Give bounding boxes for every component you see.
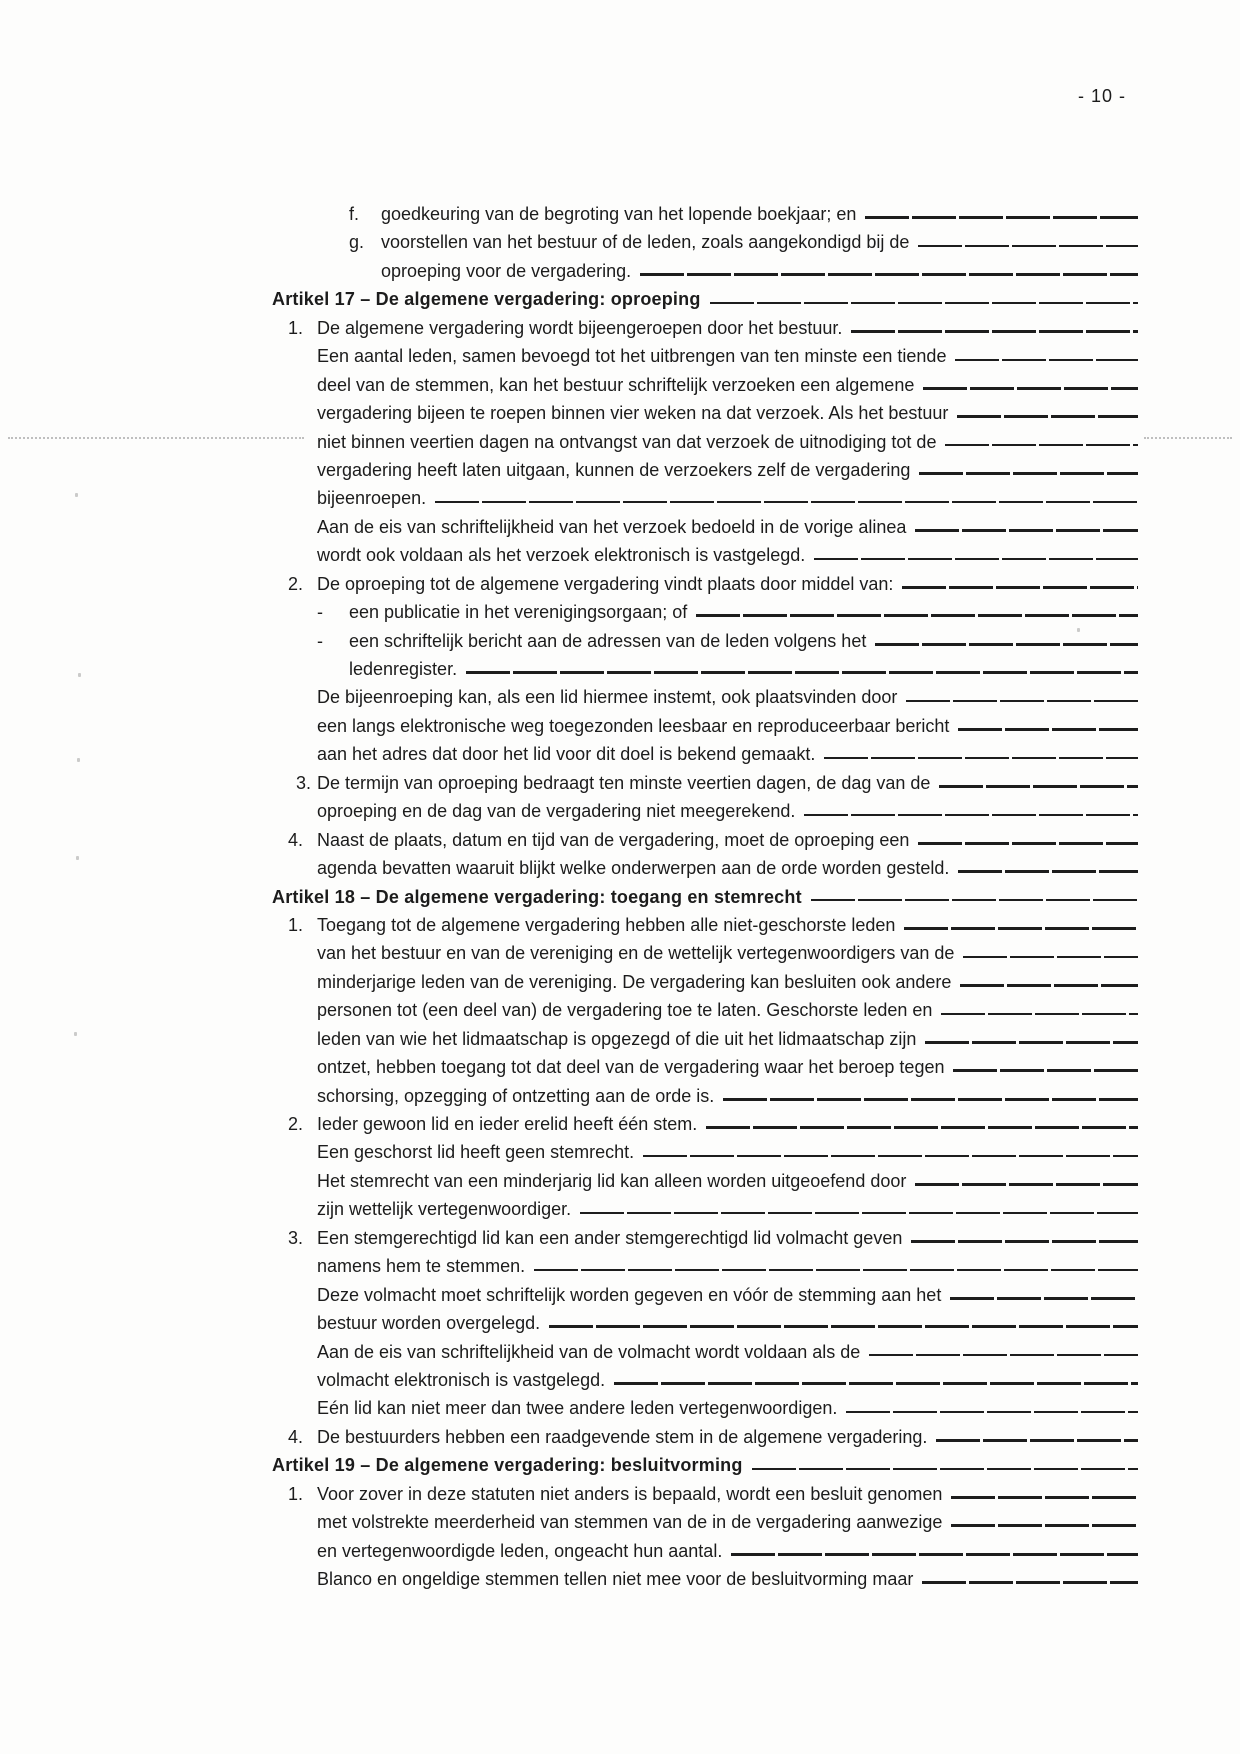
- line-text: De algemene vergadering wordt bijeengeroepen door het bestuur.: [317, 317, 843, 338]
- line-text: van het bestuur en van de vereniging en de wettelijk vertegenwoordigers van de: [317, 943, 955, 964]
- line-text: Een aantal leden, samen bevoegd tot het uitbrengen van ten minste een tiende: [317, 346, 947, 367]
- line-text: De termijn van oproeping bedraagt ten minste veertien dagen, de dag van de: [317, 772, 931, 793]
- line-text: oproeping en de dag van de vergadering niet meegerekend.: [317, 801, 796, 822]
- dash-filler: [865, 216, 1138, 219]
- dash-filler: [955, 359, 1138, 362]
- dash-filler: [580, 1212, 1138, 1215]
- line-text: personen tot (een deel van) de vergadering toe te laten. Geschorste leden en: [317, 1000, 933, 1021]
- document-line: [272, 1537, 1138, 1565]
- line-text: De bestuurders hebben een raadgevende stem in de algemene vergadering.: [317, 1426, 928, 1447]
- line-text: Artikel 18 – De algemene vergadering: toegang en stemrecht: [272, 886, 802, 907]
- document-line: [272, 541, 1138, 569]
- line-text: Ieder gewoon lid en ieder erelid heeft één stem.: [317, 1114, 698, 1134]
- dash-filler: [811, 899, 1138, 902]
- document-line: [272, 1394, 1138, 1422]
- dash-filler: [846, 1411, 1138, 1414]
- document-line: [272, 655, 1138, 683]
- dash-filler: [939, 785, 1138, 788]
- line-text: Een stemgerechtigd lid kan een ander stemgerechtigd lid volmacht geven: [317, 1227, 903, 1248]
- item-number: 2.: [288, 573, 304, 594]
- dash-filler: [945, 444, 1138, 447]
- line-text: aan het adres dat door het lid voor dit doel is bekend gemaakt.: [317, 744, 816, 765]
- document-line: [272, 1338, 1138, 1366]
- line-text: De oproeping tot de algemene vergadering vindt plaats door middel van:: [317, 573, 894, 594]
- document-line: [272, 968, 1138, 996]
- document-line: [272, 1508, 1138, 1536]
- item-number: 4.: [288, 829, 304, 850]
- dash-filler: [875, 643, 1138, 646]
- item-number: 1.: [288, 1483, 304, 1504]
- dash-filler: [804, 814, 1138, 817]
- line-text: De bijeenroeping kan, als een lid hiermee instemt, ook plaatsvinden door: [317, 687, 898, 708]
- line-text: Een geschorst lid heeft geen stemrecht.: [317, 1142, 635, 1163]
- scan-speck: [1077, 628, 1080, 632]
- document-line: [272, 683, 1138, 711]
- document-line: [272, 513, 1138, 541]
- line-text: Aan de eis van schriftelijkheid van het verzoek bedoeld in de vorige alinea: [317, 516, 907, 537]
- line-text: minderjarige leden van de vereniging. De vergadering kan besluiten ook andere: [317, 971, 952, 992]
- article-heading-line: [272, 1451, 1138, 1479]
- line-text: voorstellen van het bestuur of de leden, zoals aangekondigd bij de: [381, 232, 910, 253]
- document-line: [272, 740, 1138, 768]
- dash-filler: [958, 870, 1138, 873]
- dash-filler: [824, 757, 1138, 760]
- dash-filler: [466, 671, 1138, 674]
- document-line: [272, 484, 1138, 512]
- line-text: agenda bevatten waaruit blijkt welke onderwerpen aan de orde worden gesteld.: [317, 858, 950, 879]
- dash-filler: [869, 1354, 1138, 1357]
- dash-filler: [951, 1496, 1138, 1499]
- dash-filler: [435, 501, 1138, 504]
- document-line: [272, 428, 1138, 456]
- bullet-dash: -: [317, 602, 323, 623]
- line-text: en vertegenwoordigde leden, ongeacht hun aantal.: [317, 1540, 723, 1561]
- dash-filler: [951, 1524, 1138, 1527]
- page-number: - 10 -: [1077, 86, 1126, 106]
- document-line: [272, 797, 1138, 825]
- dash-filler: [640, 273, 1138, 276]
- dash-filler: [915, 1183, 1138, 1186]
- dash-filler: [902, 586, 1138, 589]
- document-line: [272, 1110, 1138, 1138]
- dash-filler: [919, 472, 1138, 475]
- document-line: [272, 996, 1138, 1024]
- line-text: goedkeuring van de begroting van het lopende boekjaar; en: [381, 204, 857, 224]
- document-line: [272, 342, 1138, 370]
- dash-filler: [614, 1382, 1138, 1385]
- document-line: [272, 598, 1138, 626]
- dash-filler: [706, 1126, 1138, 1129]
- document-line: [272, 399, 1138, 427]
- line-text: Artikel 17 – De algemene vergadering: oproeping: [272, 289, 701, 310]
- dash-filler: [906, 700, 1138, 703]
- document-line: [272, 371, 1138, 399]
- line-text: wordt ook voldaan als het verzoek elektronisch is vastgelegd.: [317, 545, 806, 566]
- line-text: Het stemrecht van een minderjarig lid kan alleen worden uitgeoefend door: [317, 1170, 907, 1191]
- document-line: [272, 939, 1138, 967]
- document-line: [272, 1423, 1138, 1451]
- line-text: Naast de plaats, datum en tijd van de vergadering, moet de oproeping een: [317, 829, 910, 850]
- document-line: [272, 1167, 1138, 1195]
- line-text: vergadering heeft laten uitgaan, kunnen de verzoekers zelf de vergadering: [317, 459, 911, 480]
- dash-filler: [923, 387, 1138, 390]
- line-text: Toegang tot de algemene vergadering hebben alle niet-geschorste leden: [317, 914, 896, 935]
- document-line: [272, 570, 1138, 598]
- line-text: ledenregister.: [349, 659, 458, 679]
- line-text: Blanco en ongeldige stemmen tellen niet mee voor de besluitvorming maar: [317, 1569, 914, 1589]
- document-line: [272, 456, 1138, 484]
- line-text: schorsing, opzegging of ontzetting aan de orde is.: [317, 1085, 715, 1106]
- line-text: deel van de stemmen, kan het bestuur schriftelijk verzoeken een algemene: [317, 374, 915, 395]
- dash-filler: [936, 1439, 1138, 1442]
- scan-dotted-artifact-left: [8, 437, 304, 439]
- dash-filler: [958, 728, 1138, 731]
- document-line: [272, 1224, 1138, 1252]
- text-block: [272, 200, 1138, 1593]
- dash-filler: [723, 1098, 1138, 1101]
- line-text: met volstrekte meerderheid van stemmen van de in de vergadering aanwezige: [317, 1512, 943, 1533]
- document-line: [272, 314, 1138, 342]
- dash-filler: [911, 1240, 1138, 1243]
- line-text: volmacht elektronisch is vastgelegd.: [317, 1369, 606, 1390]
- document-line: [272, 826, 1138, 854]
- article-heading-line: [272, 883, 1138, 911]
- document-line: [272, 1565, 1138, 1593]
- item-number: 2.: [288, 1114, 304, 1134]
- dash-filler: [915, 529, 1138, 532]
- dash-filler: [950, 1297, 1138, 1300]
- document-line: [272, 1252, 1138, 1280]
- item-letter: f.: [349, 204, 360, 224]
- line-text: namens hem te stemmen.: [317, 1256, 526, 1277]
- line-text: leden van wie het lidmaatschap is opgezegd of die uit het lidmaatschap zijn: [317, 1028, 917, 1049]
- line-text: bijeenroepen.: [317, 488, 427, 509]
- scan-speck: [75, 493, 78, 497]
- dash-filler: [918, 842, 1138, 845]
- document-line: [272, 1480, 1138, 1508]
- document-line: [272, 627, 1138, 655]
- dash-filler: [963, 956, 1138, 959]
- line-text: Eén lid kan niet meer dan twee andere leden vertegenwoordigen.: [317, 1398, 838, 1419]
- document-line: [272, 1195, 1138, 1223]
- line-text: ontzet, hebben toegang tot dat deel van de vergadering waar het beroep tegen: [317, 1057, 945, 1078]
- line-text: vergadering bijeen te roepen binnen vier weken na dat verzoek. Als het bestuur: [317, 403, 949, 424]
- dash-filler: [957, 415, 1138, 418]
- document-line: [272, 712, 1138, 740]
- document-line: [272, 1053, 1138, 1081]
- line-text: een publicatie in het verenigingsorgaan; of: [349, 602, 688, 623]
- document-line: [272, 1082, 1138, 1110]
- line-text: een schriftelijk bericht aan de adressen van de leden volgens het: [349, 630, 867, 651]
- document-line: [272, 1366, 1138, 1394]
- scan-speck: [74, 1032, 77, 1036]
- document-line: [272, 854, 1138, 882]
- document-line: [272, 1138, 1138, 1166]
- line-text: niet binnen veertien dagen na ontvangst van dat verzoek de uitnodiging tot de: [317, 431, 937, 452]
- line-text: Aan de eis van schriftelijkheid van de volmacht wordt voldaan als de: [317, 1341, 861, 1362]
- item-number: 1.: [288, 317, 304, 338]
- dash-filler: [953, 1069, 1138, 1072]
- item-letter: g.: [349, 232, 365, 253]
- dash-filler: [941, 1013, 1138, 1016]
- line-text: oproeping voor de vergadering.: [381, 260, 632, 281]
- dash-filler: [710, 302, 1138, 305]
- dash-filler: [534, 1269, 1138, 1272]
- dash-filler: [960, 984, 1138, 987]
- scan-speck: [76, 856, 79, 860]
- dash-filler: [922, 1581, 1138, 1584]
- document-line: [272, 911, 1138, 939]
- bullet-dash: -: [317, 630, 323, 651]
- scan-dotted-artifact-right: [1144, 437, 1232, 439]
- document-line: [272, 1309, 1138, 1337]
- item-number: 3.: [288, 1227, 304, 1248]
- document-line: [272, 1281, 1138, 1309]
- document-line: [272, 200, 1138, 228]
- dash-filler: [643, 1155, 1138, 1158]
- dash-filler: [814, 558, 1138, 561]
- line-text: zijn wettelijk vertegenwoordiger.: [317, 1199, 572, 1220]
- line-text: Artikel 19 – De algemene vergadering: besluitvorming: [272, 1455, 743, 1476]
- line-text: Voor zover in deze statuten niet anders is bepaald, wordt een besluit genomen: [317, 1483, 943, 1504]
- document-line: [272, 228, 1138, 256]
- dash-filler: [851, 330, 1138, 333]
- item-number: 4.: [288, 1426, 304, 1447]
- dash-filler: [752, 1468, 1138, 1471]
- dash-filler: [549, 1325, 1138, 1328]
- dash-filler: [731, 1553, 1138, 1556]
- dash-filler: [696, 614, 1138, 617]
- item-number: 1.: [288, 914, 304, 935]
- dash-filler: [918, 245, 1138, 248]
- item-number: 3.: [296, 772, 312, 793]
- dash-filler: [904, 927, 1138, 930]
- document-line: [272, 769, 1138, 797]
- line-text: bestuur worden overgelegd.: [317, 1313, 541, 1334]
- scan-speck: [78, 673, 81, 677]
- document-line: [272, 257, 1138, 285]
- line-text: Deze volmacht moet schriftelijk worden gegeven en vóór de stemming aan het: [317, 1284, 942, 1305]
- document-line: [272, 1025, 1138, 1053]
- line-text: een langs elektronische weg toegezonden leesbaar en reproduceerbaar bericht: [317, 715, 950, 736]
- dash-filler: [925, 1041, 1138, 1044]
- article-heading-line: [272, 285, 1138, 313]
- scan-speck: [77, 758, 80, 762]
